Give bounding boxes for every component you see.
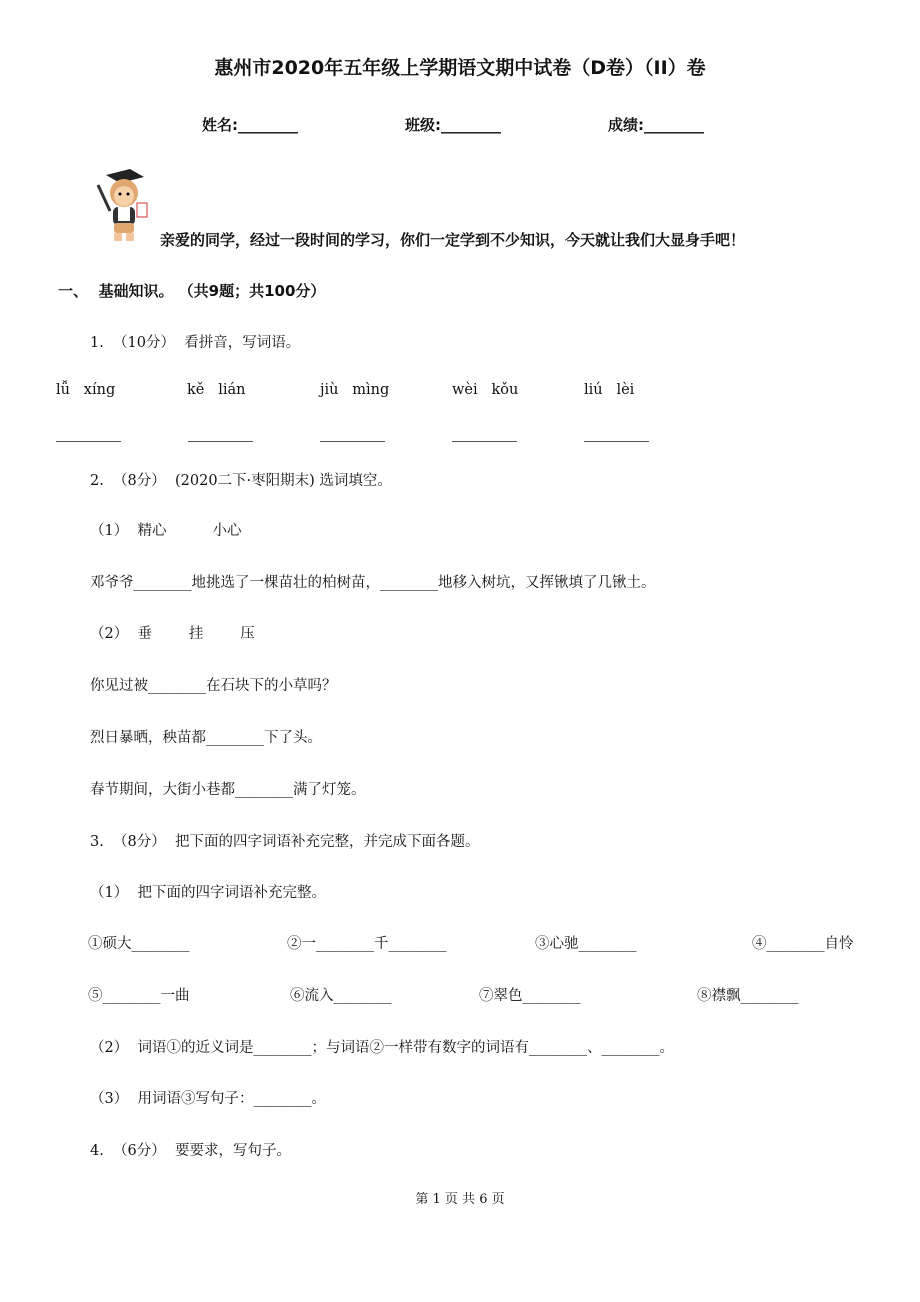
section-heading: 一、 基础知识。 （共9题；共100分）: [58, 282, 326, 300]
answer-blank[interactable]: [452, 440, 517, 442]
answer-blank[interactable]: [56, 440, 121, 442]
q3-item: ①硕大________: [88, 936, 190, 952]
q3-item: ②一________千________: [287, 936, 447, 952]
q2-sentence: 烈日暴晒，秧苗都________下了头。: [90, 730, 322, 746]
q3-item: ④________自怜: [752, 936, 854, 952]
greeting-text: 亲爱的同学，经过一段时间的学习，你们一定学到不少知识，今天就让我们大显身手吧！: [160, 231, 746, 249]
pinyin-1: lǚ xíng: [56, 382, 116, 398]
question-1-stem: 1. （10分） 看拼音，写词语。: [90, 335, 301, 351]
class-field: 班级:________: [405, 116, 501, 134]
q2-sentence: 春节期间，大街小巷都________满了灯笼。: [90, 782, 366, 798]
q3-part3: （3） 用词语③写句子：________。: [90, 1091, 326, 1107]
pinyin-2: kě lián: [187, 382, 246, 398]
q2-sentence: 你见过被________在石块下的小草吗？: [90, 678, 337, 694]
q3-item: ⑤________一曲: [88, 988, 190, 1004]
page-title: 惠州市2020年五年级上学期语文期中试卷（D卷）（II）卷: [214, 57, 706, 79]
q3-part1: （1） 把下面的四字词语补充完整。: [90, 885, 326, 901]
pinyin-5: liú lèi: [584, 382, 635, 398]
question-2-stem: 2. （8分） (2020二下·枣阳期末) 选词填空。: [90, 473, 392, 489]
score-field: 成绩:________: [608, 116, 704, 134]
q3-item: ⑧襟飘________: [697, 988, 799, 1004]
q3-item: ⑥流入________: [290, 988, 392, 1004]
q3-item: ⑦翠色________: [479, 988, 581, 1004]
q2-part2-options: （2） 垂 挂 压: [90, 626, 255, 642]
q3-item: ③心驰________: [535, 936, 637, 952]
page-footer: 第 1 页 共 6 页: [415, 1192, 505, 1207]
answer-blank[interactable]: [584, 440, 649, 442]
pinyin-3: jiù mìng: [320, 382, 390, 398]
pinyin-4: wèi kǒu: [452, 382, 519, 398]
answer-blank[interactable]: [320, 440, 385, 442]
q2-part1-options: （1） 精心 小心: [90, 523, 242, 539]
q2-sentence: 邓爷爷________地挑选了一棵苗壮的柏树苗，________地移入树坑，又挥锹填了几锹土。: [90, 575, 656, 591]
question-4-stem: 4. （6分） 要要求，写句子。: [90, 1143, 291, 1159]
answer-blank[interactable]: [188, 440, 253, 442]
mascot-illustration: [88, 165, 154, 245]
q3-part2: （2） 词语①的近义词是________；与词语②一样带有数字的词语有________、________。: [90, 1040, 674, 1056]
question-3-stem: 3. （8分） 把下面的四字词语补充完整，并完成下面各题。: [90, 834, 480, 850]
name-field: 姓名:________: [202, 116, 298, 134]
